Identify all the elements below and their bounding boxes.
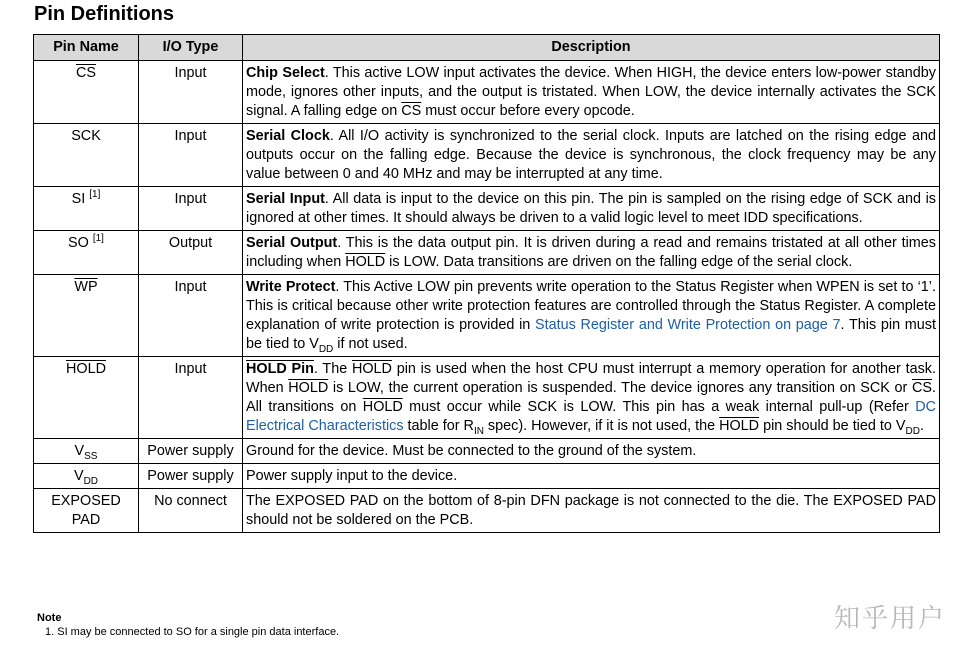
overline-signal: $\overline{CS}$ xyxy=(912,380,932,396)
table-header-row xyxy=(34,35,940,61)
note-item: 1. SI may be connected to SO for a single pin data interface. xyxy=(45,626,340,638)
description-cell: The EXPOSED PAD on the bottom of 8-pin DFN package is not connected to the die. The EXPOSED PAD should not be soldered on the PCB. xyxy=(243,489,940,533)
description-text: if not used. xyxy=(333,336,408,352)
pin-name: $\overline{CS}$ xyxy=(76,65,96,81)
overline-signal: HOLD xyxy=(345,254,386,270)
pin-name-line2: PAD xyxy=(71,512,101,528)
subscript: DD xyxy=(83,475,99,487)
pin-name: SCK xyxy=(71,128,101,144)
pin-definitions-table xyxy=(33,34,940,533)
dc-characteristics-link[interactable]: DC Electrical Characteristics xyxy=(246,399,936,434)
description-text: . This Active LOW pin prevents write operation to the Status Register when WPEN is set to ‘1’. This is critical because other write protection features are controlled through the Status Register. A complete explanation of write protection is provided in xyxy=(246,279,936,333)
pin-name-cell xyxy=(34,464,139,489)
description-text: . xyxy=(919,418,924,434)
table-row xyxy=(34,489,940,533)
subscript: IN xyxy=(473,425,484,437)
io-type-cell: Power supply xyxy=(139,464,243,489)
pin-name: SO xyxy=(68,235,89,251)
description-title: Chip Select xyxy=(246,65,325,81)
pin-name: HOLD xyxy=(66,361,106,377)
description-title: Serial Output xyxy=(246,235,338,251)
description-text: . This active LOW input activates the device. When HIGH, the device enters low-power standby mode, ignores other inputs, and the output is tristated. When LOW, the device internally activates the SCK signal. A falling edge on xyxy=(246,65,936,119)
description-text: . This pin must be tied to V xyxy=(246,317,936,352)
description-cell xyxy=(243,187,940,231)
description-cell xyxy=(243,231,940,275)
pin-name-cell xyxy=(34,231,139,275)
pin-name-cell xyxy=(34,489,139,533)
pin-name-cell xyxy=(34,357,139,439)
table-row xyxy=(34,187,940,231)
description-text: pin should be tied to V xyxy=(759,418,906,434)
io-type-cell: Input xyxy=(139,357,243,439)
io-type-cell: Output xyxy=(139,231,243,275)
overline-signal: HOLD xyxy=(288,380,329,396)
overline-signal: $\overline{CS}$ xyxy=(401,103,422,119)
description-text: . All data is input to the device on this pin. The pin is sampled on the rising edge of SCK and is ignored at other times. It should always be driven to a valid logic level to meet IDD specifications. xyxy=(246,191,936,226)
pin-name-cell xyxy=(34,439,139,464)
description-text: . All I/O activity is synchronized to the serial clock. Inputs are latched on the rising edge and outputs occur on the falling edge. Because the device is synchronous, the clock frequency may be any value between 0 and 40 MHz and may be interrupted at any time. xyxy=(246,128,937,182)
table-row xyxy=(34,275,940,357)
pin-name: V xyxy=(73,468,84,484)
description-text: is LOW. Data transitions are driven on the falling edge of the serial clock. xyxy=(385,254,853,270)
pin-name-cell xyxy=(34,61,139,124)
pin-name: $\overline{WP}$ xyxy=(74,279,98,295)
description-text: table for R xyxy=(403,418,474,434)
footnote-ref: [1] xyxy=(92,233,104,245)
overline-signal: HOLD xyxy=(719,418,760,434)
pin-name: SI xyxy=(71,191,86,207)
description-text: pin is used when the host CPU must interrupt a memory operation for another task. When xyxy=(246,361,936,396)
footnote-ref: [1] xyxy=(89,189,101,201)
description-cell xyxy=(243,275,940,357)
description-title: HOLD Pin xyxy=(246,361,314,377)
table-row xyxy=(34,124,940,187)
pin-name: V xyxy=(74,443,85,459)
table-row xyxy=(34,231,940,275)
table-row xyxy=(34,439,940,464)
table-row xyxy=(34,464,940,489)
note-heading: Note xyxy=(37,612,62,624)
subscript: DD xyxy=(318,343,334,355)
description-title: Write Protect xyxy=(246,279,336,295)
description-text: must occur before every opcode. xyxy=(421,103,635,119)
description-text: is LOW, the current operation is suspended. The device ignores any transition on SCK or xyxy=(328,380,912,396)
header-io-type: I/O Type xyxy=(139,35,243,61)
description-cell xyxy=(243,124,940,187)
description-text: . All transitions on xyxy=(246,380,936,415)
io-type-cell: Power supply xyxy=(139,439,243,464)
io-type-cell: Input xyxy=(139,187,243,231)
description-cell: Power supply input to the device. xyxy=(243,464,940,489)
description-title: Serial Clock xyxy=(246,128,330,144)
description-text: . The xyxy=(313,361,352,377)
subscript: DD xyxy=(905,425,920,437)
table-row xyxy=(34,357,940,439)
pin-name-cell xyxy=(34,275,139,357)
pin-name-cell xyxy=(34,124,139,187)
io-type-cell: Input xyxy=(139,275,243,357)
description-cell xyxy=(243,357,940,439)
pin-name-cell xyxy=(34,187,139,231)
description-text: spec). However, if it is not used, the xyxy=(483,418,720,434)
header-description: Description xyxy=(243,35,940,61)
pin-name: EXPOSED xyxy=(51,493,121,509)
overline-signal: HOLD xyxy=(362,399,403,415)
subscript: SS xyxy=(84,450,98,462)
table-row xyxy=(34,61,940,124)
description-cell xyxy=(243,61,940,124)
io-type-cell: Input xyxy=(139,61,243,124)
description-text: . This is the data output pin. It is driven during a read and remains tristated at all other times including when xyxy=(246,235,936,270)
description-text: must occur while SCK is LOW. This pin has a weak internal pull-up (Refer xyxy=(402,399,916,415)
header-pin-name: Pin Name xyxy=(34,35,139,61)
description-title: Serial Input xyxy=(246,191,325,207)
status-register-link[interactable]: Status Register and Write Protection on page 7 xyxy=(535,317,841,333)
page-title: Pin Definitions xyxy=(34,3,174,25)
io-type-cell: No connect xyxy=(139,489,243,533)
io-type-cell: Input xyxy=(139,124,243,187)
description-cell: Ground for the device. Must be connected to the ground of the system. xyxy=(243,439,940,464)
watermark: 知乎用户 xyxy=(833,604,946,634)
overline-signal: HOLD xyxy=(351,361,392,377)
